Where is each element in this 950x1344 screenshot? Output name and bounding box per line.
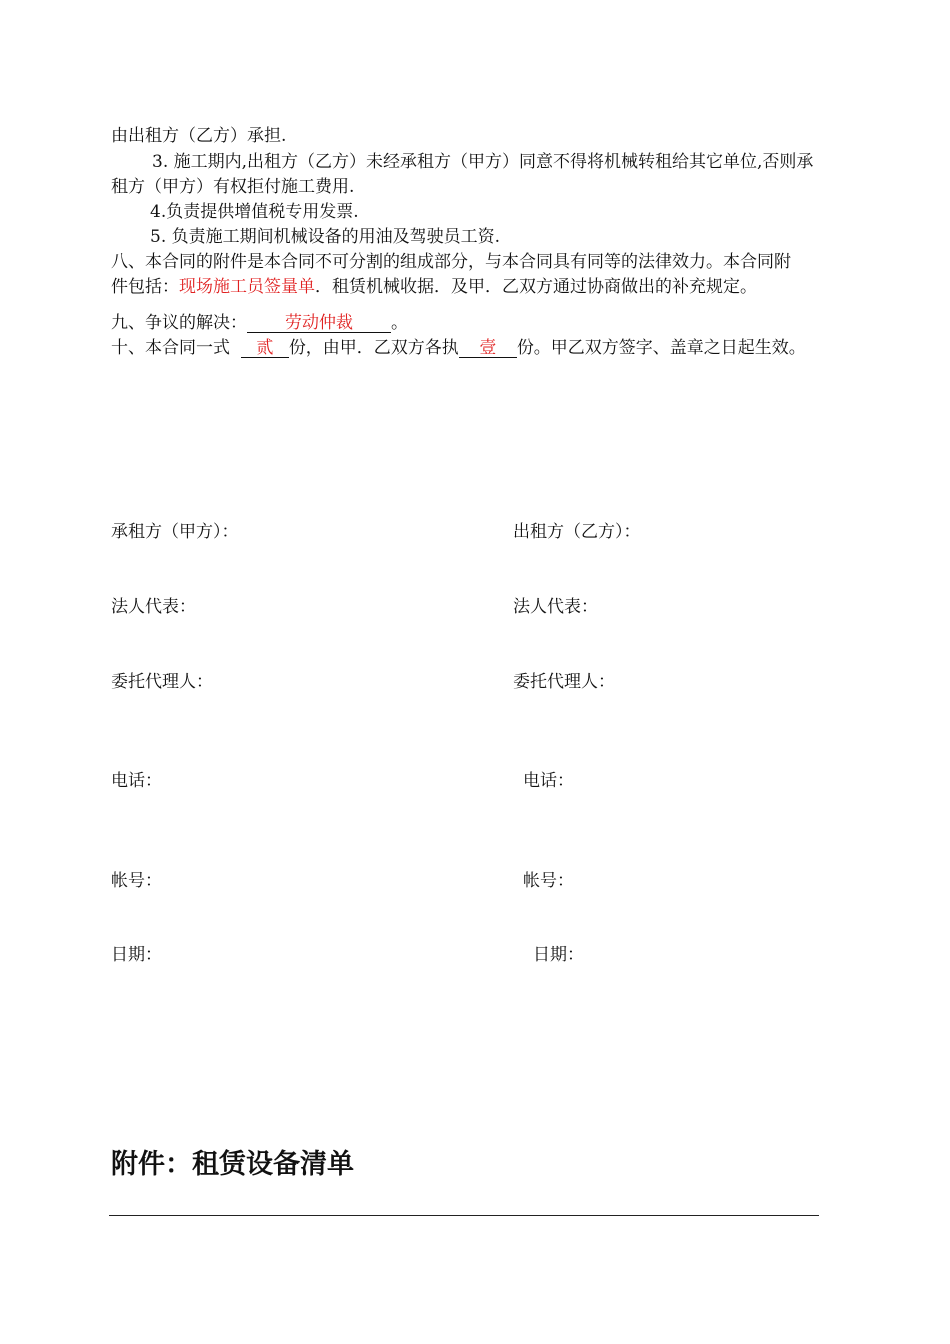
clause-8-prefix: 件包括： — [111, 277, 179, 297]
clause-9 — [111, 313, 408, 333]
clause-9-prefix: 九、争议的解决： — [111, 313, 247, 333]
party-b-account-label: 帐号： — [523, 871, 574, 891]
party-b-agent-label: 委托代理人： — [513, 672, 615, 692]
clause-8-highlight: 现场施工员签量单 — [179, 277, 315, 297]
party-b-legal-rep-label: 法人代表： — [513, 597, 598, 617]
party-a-lessee-label: 承租方（甲方）： — [111, 522, 239, 542]
clause-10-prefix: 十、本合同一式 — [111, 338, 230, 358]
clause-10 — [111, 338, 806, 358]
clause-10-each: 壹 — [479, 338, 497, 358]
clause-item-3-line-1: 3. 施工期内,出租方（乙方）未经承租方（甲方）同意不得将机械转租给其它单位,否则承 — [152, 152, 814, 172]
clause-10-suffix: 份。甲乙双方签字、盖章之日起生效。 — [516, 338, 806, 358]
party-a-phone-label: 电话： — [111, 771, 162, 791]
clause-9-value: 劳动仲裁 — [285, 313, 353, 333]
clause-8-suffix: ．租赁机械收据．及甲．乙双方通过协商做出的补充规定。 — [315, 277, 757, 297]
clause-item-3-line-2: 租方（甲方）有权拒付施工费用. — [111, 177, 355, 197]
clause-10-middle: 份，由甲．乙双方各执 — [288, 338, 459, 358]
party-a-legal-rep-label: 法人代表： — [111, 597, 196, 617]
clause-8-line-1: 八、本合同的附件是本合同不可分割的组成部分，与本合同具有同等的法律效力。本合同附 — [111, 252, 791, 272]
clause-item-5: 5. 负责施工期间机械设备的用油及驾驶员工资. — [150, 227, 501, 247]
party-a-agent-label: 委托代理人： — [111, 672, 213, 692]
party-b-lessor-label: 出租方（乙方）： — [513, 522, 641, 542]
party-b-date-label: 日期： — [533, 945, 584, 965]
clause-item-4: 4.负责提供增值税专用发票. — [150, 202, 359, 222]
clause-line-1: 由出租方（乙方）承担. — [111, 126, 287, 146]
attachment-divider — [109, 1215, 819, 1216]
party-a-date-label: 日期： — [111, 945, 162, 965]
clause-9-suffix: 。 — [391, 313, 408, 333]
clause-10-copies-blank — [241, 339, 289, 358]
attachment-title: 附件：租赁设备清单 — [111, 1149, 354, 1180]
party-b-phone-label: 电话： — [523, 771, 574, 791]
clause-10-each-blank — [459, 339, 517, 358]
clause-10-copies: 贰 — [256, 338, 274, 358]
clause-8-line-2 — [111, 277, 757, 297]
clause-9-blank — [247, 314, 391, 333]
party-a-account-label: 帐号： — [111, 871, 162, 891]
